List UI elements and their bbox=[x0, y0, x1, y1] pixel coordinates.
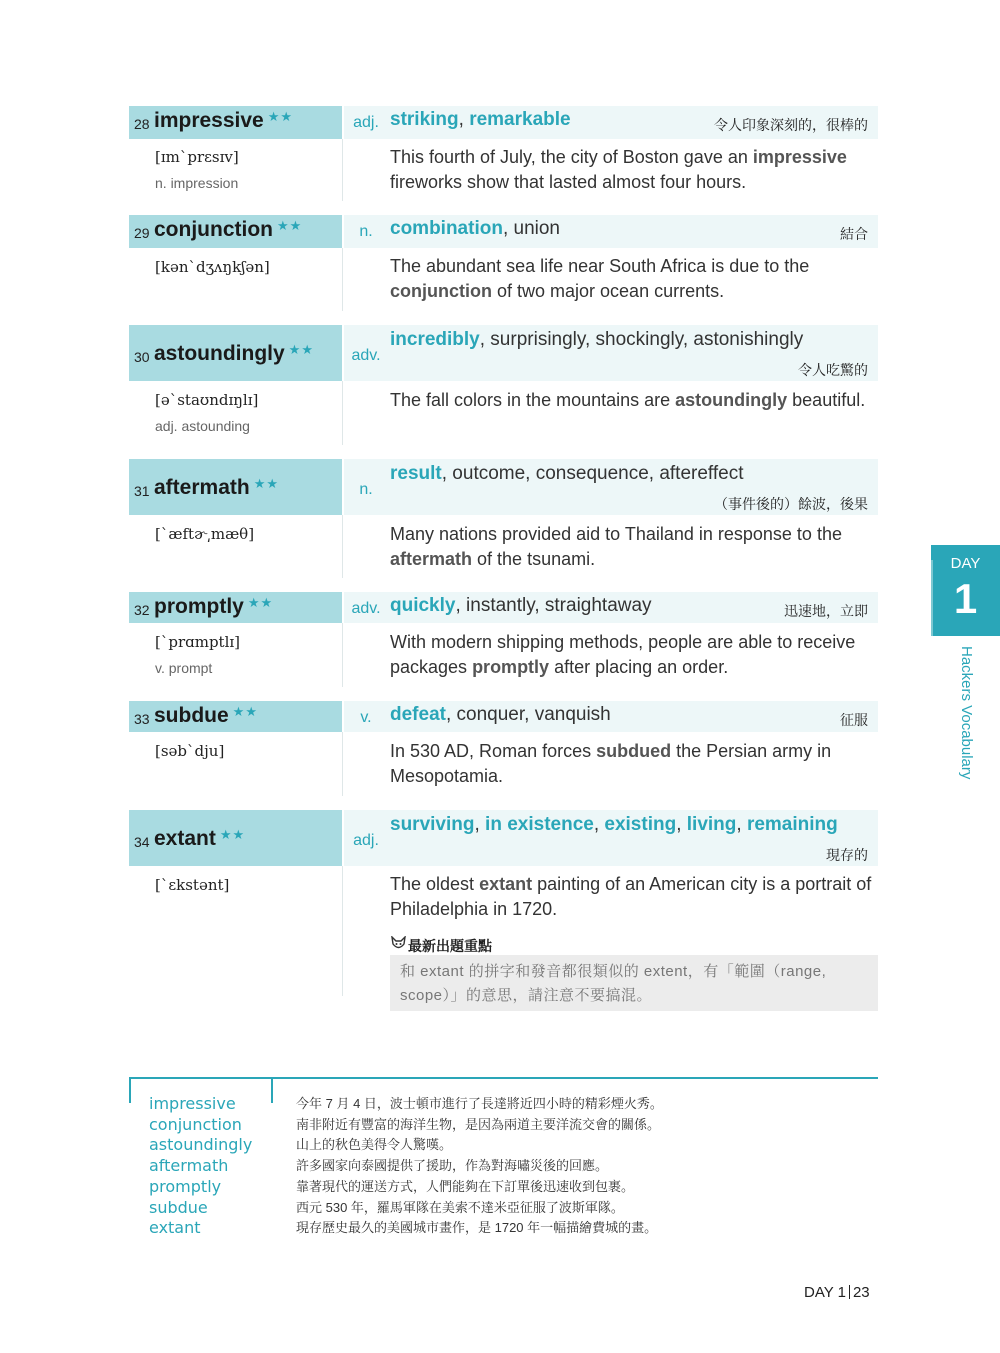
footer-day: DAY 1 bbox=[804, 1284, 846, 1301]
entry-number: 34 bbox=[134, 834, 150, 850]
summary-divider bbox=[129, 1077, 878, 1079]
chinese-meaning: 令人印象深刻的，很棒的 bbox=[714, 117, 868, 133]
example-text: fireworks show that lasted almost four hours. bbox=[390, 172, 747, 192]
headword bbox=[154, 109, 293, 133]
entry-header bbox=[129, 325, 878, 381]
part-of-speech: adj. bbox=[353, 114, 379, 131]
summary-translation-list bbox=[296, 1094, 663, 1239]
summary-translation: 現存歷史最久的美國城市畫作，是 1720 年一幅描繪費城的畫。 bbox=[296, 1220, 658, 1236]
definitions bbox=[390, 814, 838, 836]
example-sentence bbox=[390, 522, 880, 572]
example-sentence bbox=[390, 388, 880, 413]
part-of-speech: n. bbox=[359, 481, 373, 498]
summary-translation: 西元 530 年，羅馬軍隊在美索不達米亞征服了波斯軍隊。 bbox=[296, 1199, 624, 1215]
example-sentence bbox=[390, 872, 880, 922]
definitions bbox=[390, 109, 571, 131]
example-text: the Persian army in Mesopotamia. bbox=[390, 741, 832, 786]
example-keyword: subdued bbox=[596, 741, 672, 761]
example-sentence bbox=[390, 145, 880, 195]
summary-translation: 今年 7 月 4 日，波士頓市進行了長達將近四小時的精彩煙火秀。 bbox=[296, 1096, 663, 1111]
example-keyword: conjunction bbox=[390, 281, 492, 301]
derivative-form: adj. astounding bbox=[155, 418, 250, 434]
summary-word: extant bbox=[149, 1218, 201, 1238]
summary-word: conjunction bbox=[149, 1114, 242, 1134]
key-definition: surviving bbox=[390, 814, 475, 835]
pronunciation: [`prɑmptlɪ] bbox=[155, 633, 241, 651]
summary-word: aftermath bbox=[149, 1156, 229, 1176]
definition-text: , instantly, straightaway bbox=[455, 595, 652, 616]
entry-header bbox=[129, 215, 878, 248]
example-keyword: aftermath bbox=[390, 549, 473, 569]
chinese-meaning: 征服 bbox=[840, 712, 868, 728]
example-text: The fall colors in the mountains are bbox=[390, 390, 676, 410]
key-definition: remarkable bbox=[469, 109, 571, 130]
summary-word: astoundingly bbox=[149, 1135, 253, 1155]
part-of-speech: adv. bbox=[351, 347, 381, 364]
definition-text: , outcome, consequence, aftereffect bbox=[441, 463, 744, 484]
star-rating-icon: ★★ bbox=[247, 595, 274, 610]
definition-text: , bbox=[736, 814, 747, 835]
entry-header bbox=[129, 592, 878, 623]
entry-number: 33 bbox=[134, 711, 150, 727]
example-text: In 530 AD, Roman forces bbox=[390, 741, 597, 761]
key-definition: result bbox=[390, 463, 442, 484]
example-text: The abundant sea life near South Africa is due to the bbox=[390, 256, 810, 276]
headword-text: promptly bbox=[154, 595, 244, 618]
star-rating-icon: ★★ bbox=[277, 218, 303, 233]
headword bbox=[154, 476, 279, 500]
headword-text: conjunction bbox=[154, 218, 273, 241]
summary-translation: 山上的秋色美得令人驚嘆。 bbox=[296, 1137, 453, 1153]
summary-translation: 靠著現代的運送方式，人們能夠在下訂單後迅速收到包裹。 bbox=[296, 1178, 635, 1194]
key-definition: in existence bbox=[485, 814, 594, 835]
example-text: of the tsunami. bbox=[472, 549, 596, 569]
definition-text: , bbox=[593, 814, 605, 835]
definition-text: , union bbox=[502, 218, 560, 239]
headword bbox=[154, 595, 273, 619]
page-number bbox=[804, 1284, 870, 1301]
tip-title bbox=[390, 936, 492, 956]
headword bbox=[154, 827, 245, 851]
key-definition: striking bbox=[390, 109, 459, 130]
summary-word-list bbox=[149, 1094, 252, 1239]
fox-icon bbox=[390, 936, 408, 954]
definitions bbox=[390, 218, 560, 240]
column-rule bbox=[342, 515, 343, 578]
derivative-form: v. prompt bbox=[155, 660, 213, 676]
summary-divider-tick bbox=[129, 1077, 131, 1103]
example-text: This fourth of July, the city of Boston gave an bbox=[390, 147, 753, 167]
chinese-meaning: 令人吃驚的 bbox=[798, 362, 868, 378]
headword bbox=[154, 342, 314, 366]
example-text: of two major ocean currents. bbox=[492, 281, 725, 301]
pronunciation: [`æftɚ͵mæθ] bbox=[155, 525, 255, 543]
headword bbox=[154, 218, 302, 242]
part-of-speech: v. bbox=[360, 709, 372, 726]
example-text: The oldest bbox=[390, 874, 480, 894]
key-definition: quickly bbox=[390, 595, 456, 616]
example-keyword: astoundingly bbox=[675, 390, 788, 410]
key-definition: combination bbox=[390, 218, 503, 239]
example-sentence bbox=[390, 630, 880, 680]
example-text: painting of an American city is a portrait of Philadelphia in 1720. bbox=[390, 874, 872, 919]
key-definition: remaining bbox=[746, 814, 838, 835]
summary-translation: 南非附近有豐富的海洋生物，是因為兩道主要洋流交會的關係。 bbox=[296, 1116, 661, 1132]
key-definition: existing bbox=[604, 814, 677, 835]
summary-word: subdue bbox=[149, 1197, 208, 1217]
key-definition: living bbox=[686, 814, 737, 835]
part-of-speech: adj. bbox=[353, 832, 379, 849]
day-tab-number: 1 bbox=[953, 575, 978, 622]
entry-number: 32 bbox=[134, 602, 150, 618]
key-definition: defeat bbox=[390, 704, 446, 725]
column-rule bbox=[342, 866, 343, 996]
star-rating-icon: ★★ bbox=[267, 109, 294, 124]
pronunciation: [`ɛkstənt] bbox=[155, 876, 230, 894]
column-rule bbox=[342, 248, 343, 311]
key-definition: incredibly bbox=[390, 329, 480, 350]
summary-word: promptly bbox=[149, 1176, 222, 1196]
book-title: Hackers Vocabulary bbox=[958, 646, 975, 780]
chinese-meaning: 現存的 bbox=[826, 847, 868, 863]
definitions bbox=[390, 704, 611, 726]
example-keyword: extant bbox=[479, 874, 533, 894]
book-title-vertical bbox=[958, 646, 978, 806]
day-tab bbox=[931, 545, 1000, 636]
star-rating-icon: ★★ bbox=[232, 704, 258, 719]
column-rule bbox=[342, 139, 343, 201]
day-tab-rule bbox=[931, 560, 933, 636]
star-rating-icon: ★★ bbox=[219, 827, 246, 842]
star-rating-icon: ★★ bbox=[253, 476, 280, 491]
example-sentence bbox=[390, 739, 880, 789]
part-of-speech: n. bbox=[359, 223, 373, 240]
chinese-meaning: （事件後的）餘波，後果 bbox=[714, 496, 868, 512]
column-rule bbox=[342, 623, 343, 687]
definitions bbox=[390, 595, 652, 617]
definition-text: , surprisingly, shockingly, astonishingly bbox=[479, 329, 804, 350]
example-text: Many nations provided aid to Thailand in response to the bbox=[390, 524, 842, 544]
summary-divider-tick bbox=[271, 1077, 273, 1103]
derivative-form: n. impression bbox=[155, 175, 239, 191]
summary-word: impressive bbox=[149, 1094, 236, 1113]
definition-text: , bbox=[474, 814, 486, 835]
tip-box: 和 extant 的拼字和發音都很類似的 extent，有「範圍（range, scope）」的意思，請注意不要搞混。 bbox=[390, 955, 878, 1011]
chinese-meaning: 迅速地，立即 bbox=[784, 603, 868, 619]
headword-text: subdue bbox=[154, 704, 229, 727]
example-text: beautiful. bbox=[787, 390, 866, 410]
entry-header bbox=[129, 810, 878, 866]
day-tab-label: DAY bbox=[950, 555, 981, 572]
summary-translation: 許多國家向泰國提供了援助，作為對海嘯災後的回應。 bbox=[296, 1158, 609, 1174]
definition-text: , conquer, vanquish bbox=[445, 704, 611, 725]
example-keyword: impressive bbox=[752, 147, 847, 167]
star-rating-icon: ★★ bbox=[288, 342, 314, 357]
example-text: after placing an order. bbox=[549, 657, 729, 677]
part-of-speech: adv. bbox=[351, 600, 381, 617]
headword-text: extant bbox=[154, 827, 216, 850]
headword bbox=[154, 704, 258, 728]
entry-number: 30 bbox=[134, 349, 150, 365]
entry-header bbox=[129, 459, 878, 515]
column-rule bbox=[342, 381, 343, 445]
definition-text: , bbox=[458, 109, 470, 130]
example-text: With modern shipping methods, people are able to receive packages bbox=[390, 632, 856, 677]
entry-header bbox=[129, 701, 878, 732]
entry-number: 31 bbox=[134, 483, 150, 499]
example-keyword: promptly bbox=[472, 657, 550, 677]
headword-text: impressive bbox=[154, 109, 264, 132]
definitions bbox=[390, 329, 803, 351]
column-rule bbox=[342, 732, 343, 796]
example-sentence bbox=[390, 254, 880, 304]
pronunciation: [kən`dʒʌŋkʃən] bbox=[155, 258, 270, 276]
pronunciation: [ə`staʊndɪŋlɪ] bbox=[155, 391, 259, 409]
chinese-meaning: 結合 bbox=[840, 226, 868, 242]
entry-header bbox=[129, 106, 878, 139]
pronunciation: [səb`dju] bbox=[155, 742, 225, 760]
definition-text: , bbox=[676, 814, 687, 835]
pronunciation: [ɪm`prɛsɪv] bbox=[155, 148, 239, 166]
headword-text: aftermath bbox=[154, 476, 250, 499]
footer-page: 23 bbox=[852, 1284, 870, 1301]
entry-number: 29 bbox=[134, 225, 150, 241]
tip-title-text: 最新出題重點 bbox=[408, 938, 492, 954]
definitions bbox=[390, 463, 743, 485]
headword-text: astoundingly bbox=[154, 342, 285, 365]
entry-number: 28 bbox=[134, 116, 150, 132]
